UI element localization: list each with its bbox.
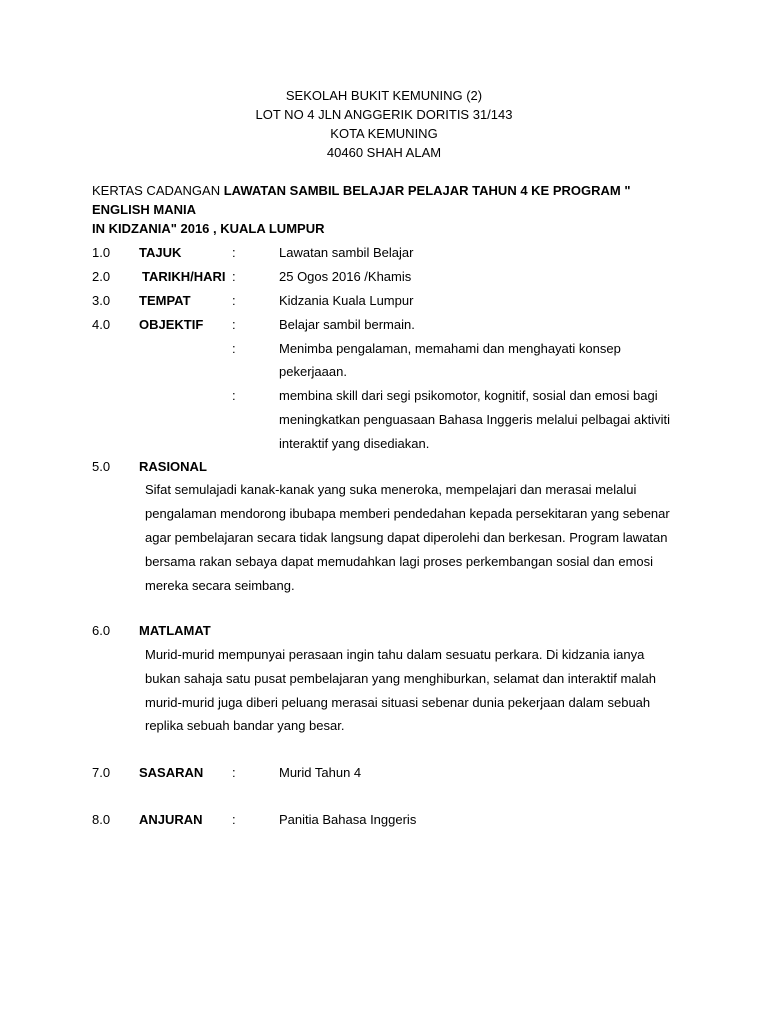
rasional-line-3: agar pembelajaran secara tidak langsung dapat diperolehi dan berkesan. Program lawatan — [145, 530, 668, 545]
address-line-3: 40460 SHAH ALAM — [326, 145, 442, 160]
section-2-label: TARIKH/HARI — [142, 269, 226, 284]
section-5-number: 5.0 — [92, 459, 111, 474]
section-7-number: 7.0 — [92, 765, 111, 780]
title-line-1: LAWATAN SAMBIL BELAJAR PELAJAR TAHUN 4 KE PROGRAM " ENGLISH MANIA — [92, 183, 631, 217]
section-5-label: RASIONAL — [139, 459, 207, 474]
section-1-number: 1.0 — [92, 245, 111, 260]
school-name: SEKOLAH BUKIT KEMUNING (2) — [285, 88, 483, 103]
section-1-value: Lawatan sambil Belajar — [279, 245, 414, 260]
section-6-label: MATLAMAT — [139, 623, 211, 638]
rasional-line-5: mereka secara seimbang. — [145, 578, 295, 593]
section-8-number: 8.0 — [92, 812, 111, 827]
section-7-label: SASARAN — [139, 765, 204, 780]
objective-item-3-line-3: interaktif yang disediakan. — [279, 436, 430, 451]
section-1-colon: : — [232, 245, 236, 260]
section-3-value: Kidzania Kuala Lumpur — [279, 293, 414, 308]
section-2-number: 2.0 — [92, 269, 111, 284]
address-line-1: LOT NO 4 JLN ANGGERIK DORITIS 31/143 — [255, 107, 513, 122]
section-7-value: Murid Tahun 4 — [279, 765, 362, 780]
objective-item-1: Belajar sambil bermain. — [279, 317, 415, 332]
section-4-colon-3: : — [232, 388, 236, 403]
matlamat-line-2: bukan sahaja satu pusat pembelajaran yang menghiburkan, selamat dan interaktif malah — [145, 671, 656, 686]
objective-item-2-line-2: pekerjaaan. — [279, 364, 347, 379]
section-3-number: 3.0 — [92, 293, 111, 308]
rasional-line-4: bersama rakan sebaya dapat memudahkan lagi proses perkembangan sosial dan emosi — [145, 554, 654, 569]
rasional-line-2: pengalaman mendorong ibubapa memberi pendedahan kepada persekitaran yang sebenar — [145, 506, 670, 521]
section-3-label: TEMPAT — [139, 293, 191, 308]
section-4-number: 4.0 — [92, 317, 111, 332]
objective-item-3-line-2: meningkatkan penguasaan Bahasa Inggeris melalui pelbagai aktiviti — [279, 412, 670, 427]
section-8-value: Panitia Bahasa Inggeris — [279, 812, 417, 827]
matlamat-line-3: murid-murid juga diberi peluang merasai situasi sebenar dunia pekerjaan dalam sebuah — [145, 695, 651, 710]
title-line-2: IN KIDZANIA" 2016 , KUALA LUMPUR — [92, 221, 325, 236]
document-title — [92, 181, 682, 238]
section-3-colon: : — [232, 293, 236, 308]
address-line-2: KOTA KEMUNING — [330, 126, 438, 141]
section-8-colon: : — [232, 812, 236, 827]
section-4-colon-2: : — [232, 341, 236, 356]
section-6-number: 6.0 — [92, 623, 111, 638]
objective-item-2-line-1: Menimba pengalaman, memahami dan menghayati konsep — [279, 341, 621, 356]
objective-item-3-line-1: membina skill dari segi psikomotor, kognitif, sosial dan emosi bagi — [279, 388, 658, 403]
section-8-label: ANJURAN — [139, 812, 203, 827]
section-4-colon-1: : — [232, 317, 236, 332]
section-7-colon: : — [232, 765, 236, 780]
rasional-line-1: Sifat semulajadi kanak-kanak yang suka meneroka, mempelajari dan merasai melalui — [145, 482, 637, 497]
section-4-label: OBJEKTIF — [139, 317, 204, 332]
matlamat-line-1: Murid-murid mempunyai perasaan ingin tahu dalam sesuatu perkara. Di kidzania ianya — [145, 647, 645, 662]
title-prefix: KERTAS CADANGAN — [92, 183, 224, 198]
section-2-value: 25 Ogos 2016 /Khamis — [279, 269, 412, 284]
section-1-label: TAJUK — [139, 245, 182, 260]
matlamat-line-4: replika sebuah bandar yang besar. — [145, 718, 345, 733]
section-2-colon: : — [232, 269, 236, 284]
